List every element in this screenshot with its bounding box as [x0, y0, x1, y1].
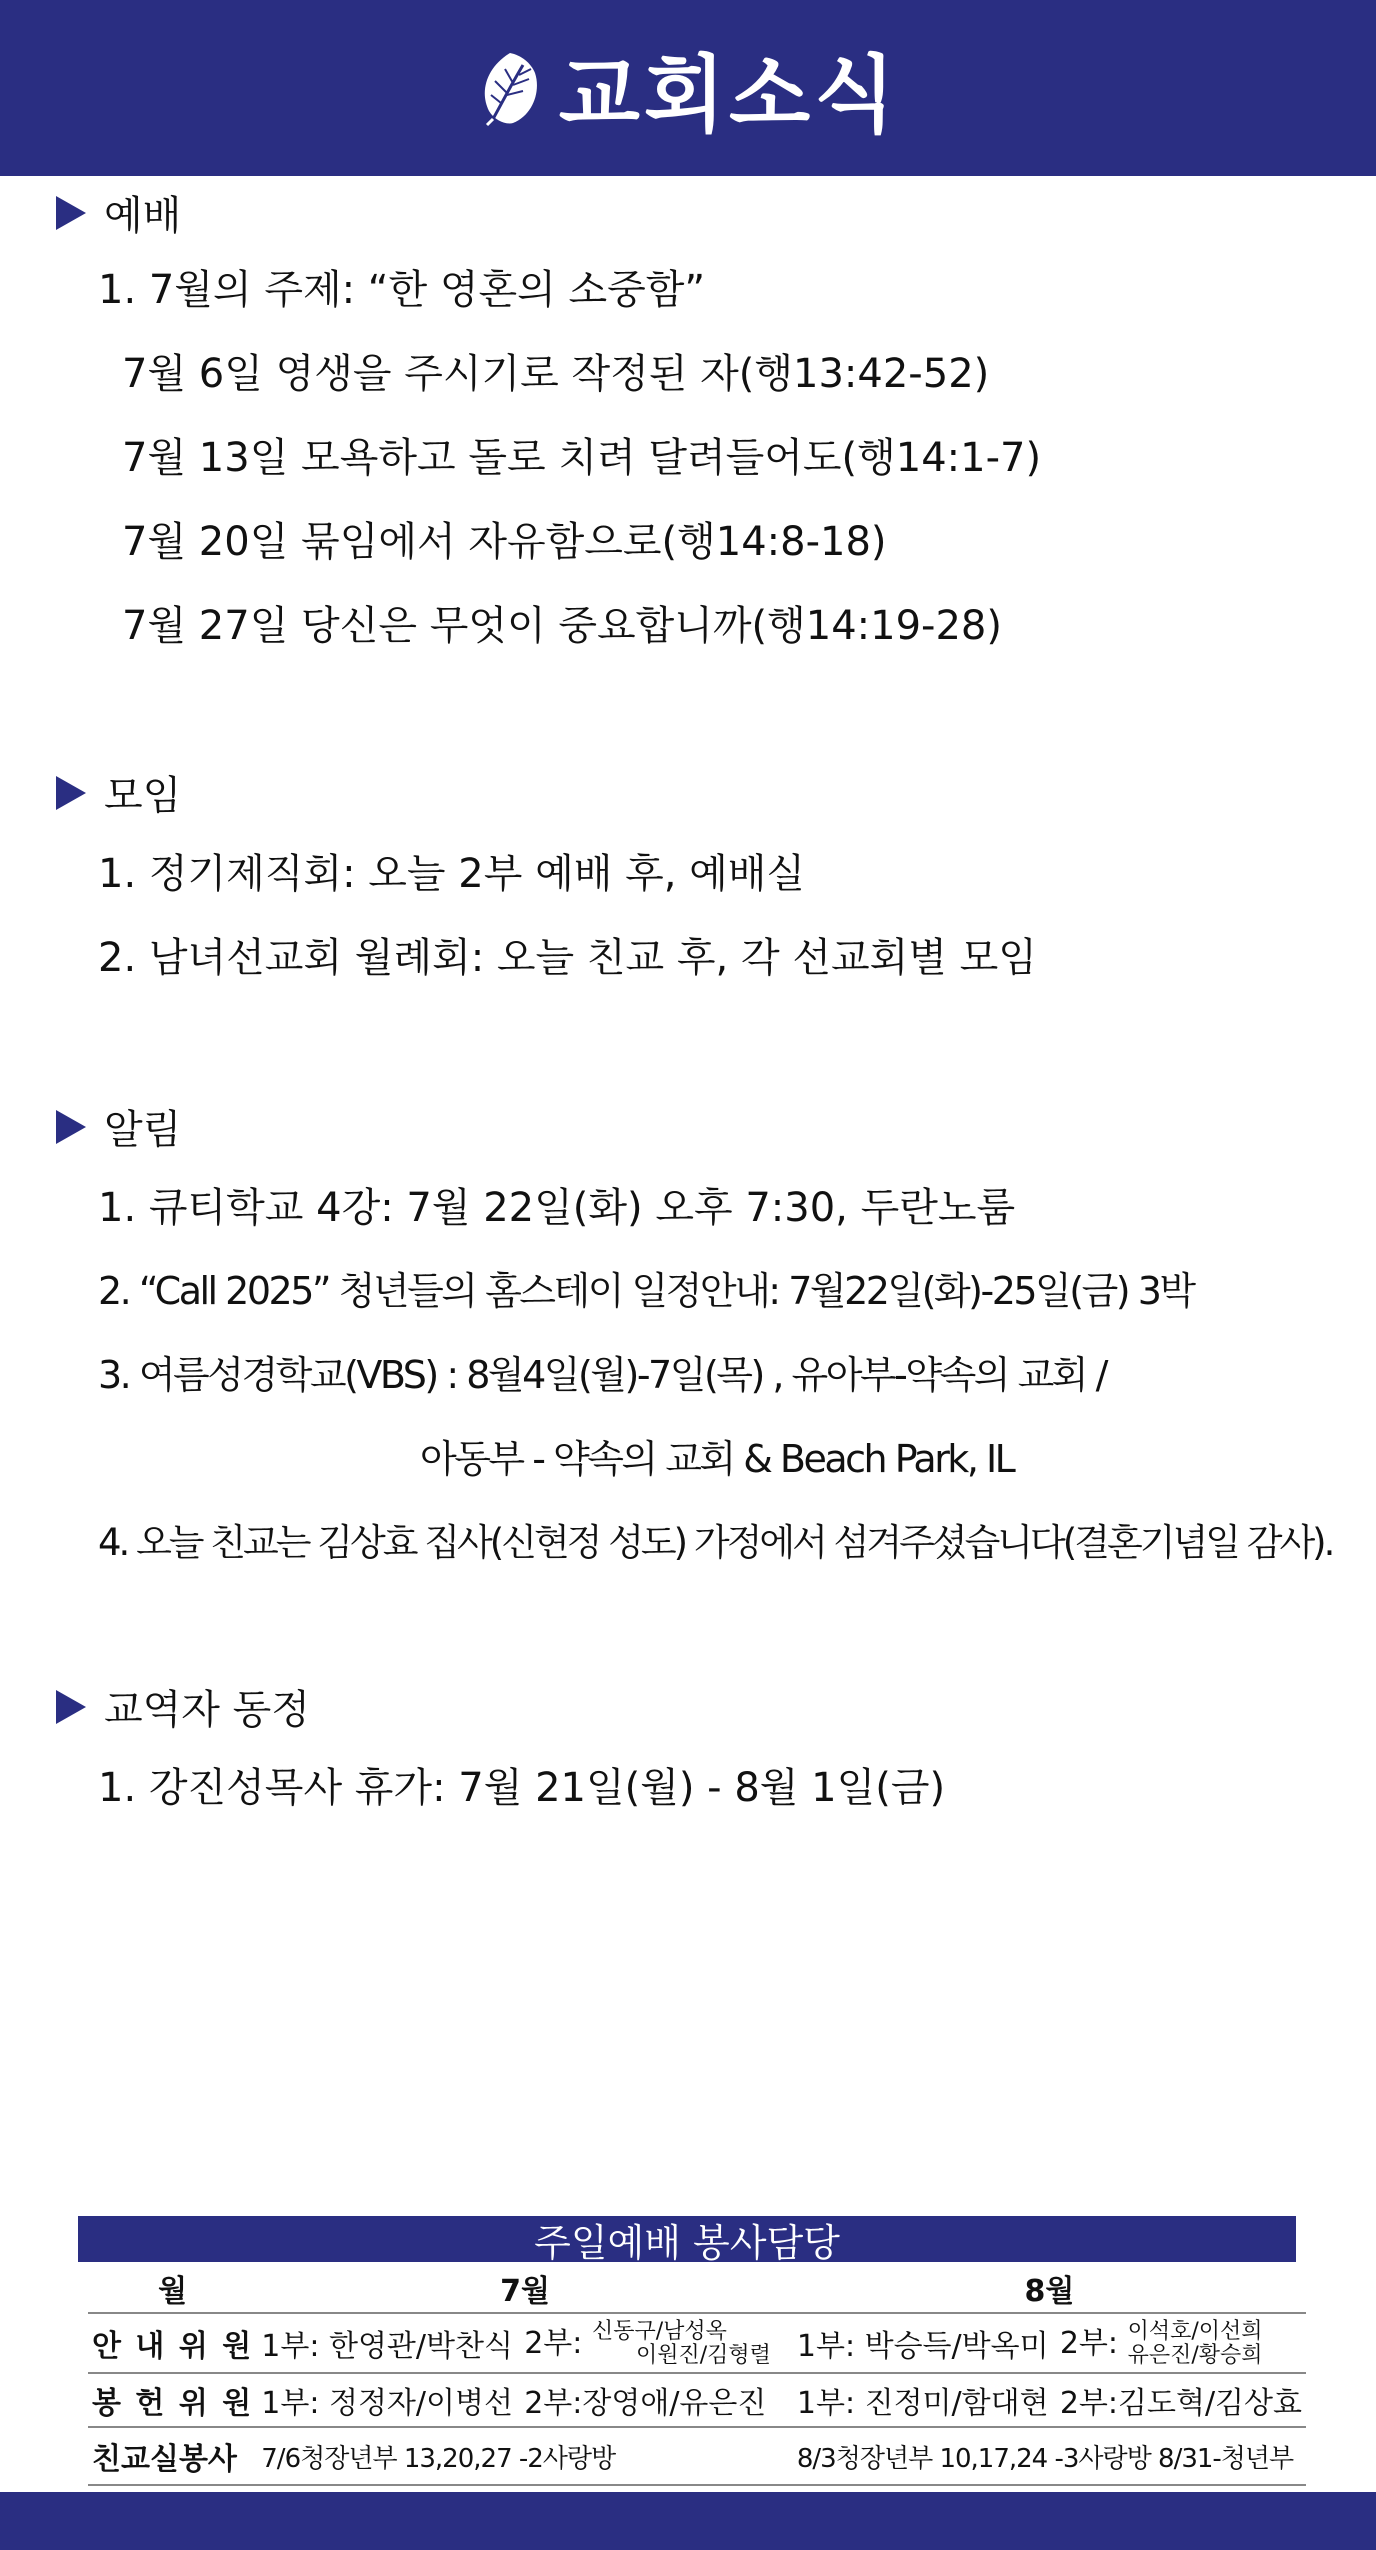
- section-title: 예배: [104, 193, 182, 239]
- august-first-cell: 1부: 진정미/함대현: [793, 2373, 1056, 2427]
- august-second-cell: 2부:김도혁/김상효: [1056, 2373, 1306, 2427]
- august-fellowship-cell: 8/3청장년부 10,17,24 -3사랑방 8/31-청년부: [793, 2427, 1306, 2485]
- triangle-bullet-icon: [56, 776, 86, 810]
- section-worship-heading: [56, 184, 181, 241]
- column-header-month: 월: [158, 2274, 188, 2309]
- august-second-names-line: 이석호/이선희: [1127, 2319, 1263, 2345]
- table-row: [88, 2313, 1306, 2373]
- july-first-cell: 1부: 정정자/이병선: [257, 2373, 520, 2427]
- section-meeting-heading: [56, 764, 181, 821]
- august-second-names: [1128, 2320, 1263, 2368]
- worship-item: 7월 27일 당신은 무엇이 중요합니까(행14:19-28): [122, 603, 1002, 649]
- leaf-icon: [477, 49, 543, 127]
- triangle-bullet-icon: [56, 196, 86, 230]
- notice-item: 1. 큐티학교 4강: 7월 22일(화) 오후 7:30, 두란노룸: [98, 1185, 1016, 1231]
- notice-item: 4. 오늘 친교는 김상효 집사(신현정 성도) 가정에서 섬겨주셨습니다(결혼기념일 감사).: [98, 1521, 1333, 1564]
- page-title: 교회소식: [558, 45, 900, 144]
- notice-item: 3. 여름성경학교(VBS) : 8월4일(월)-7일(목) , 유아부-약속의 교회 /: [98, 1353, 1106, 1397]
- header-bar: [0, 0, 1376, 176]
- triangle-bullet-icon: [56, 1110, 86, 1144]
- meeting-item: 2. 남녀선교회 월례회: 오늘 친교 후, 각 선교회별 모임: [98, 935, 1037, 981]
- worship-theme: 1. 7월의 주제: “한 영혼의 소중함”: [98, 267, 706, 313]
- table-header-row: [88, 2264, 1306, 2313]
- section-pastor-heading: [56, 1678, 310, 1735]
- july-fellowship-cell: 7/6청장년부 13,20,27 -2사랑방: [257, 2427, 793, 2485]
- july-second-names: [592, 2320, 771, 2368]
- section-title: 모임: [104, 773, 182, 819]
- role-cell: 친교실봉사: [88, 2427, 257, 2485]
- worship-item: 7월 6일 영생을 주시기로 작정된 자(행13:42-52): [122, 351, 990, 397]
- august-second-names-line: 유은진/황승희: [1127, 2343, 1263, 2369]
- july-second-prefix: 2부:: [524, 2325, 583, 2361]
- july-second-names-line: 신동구/남성옥: [591, 2319, 727, 2345]
- meeting-item: 1. 정기제직회: 오늘 2부 예배 후, 예배실: [98, 851, 806, 897]
- august-first-cell: 1부: 박승득/박옥미: [793, 2313, 1056, 2373]
- section-title: 알림: [104, 1107, 182, 1153]
- july-second-cell: [520, 2313, 793, 2373]
- august-second-prefix: 2부:: [1059, 2325, 1119, 2361]
- header-content: [0, 0, 1376, 176]
- service-table: [88, 2264, 1306, 2486]
- role-cell: 안 내 위 원: [88, 2313, 257, 2373]
- worship-item: 7월 13일 모욕하고 돌로 치려 달려들어도(행14:1-7): [122, 435, 1042, 481]
- section-notice-heading: [56, 1098, 181, 1155]
- july-second-names-line: 이원진/김형렬: [635, 2343, 771, 2369]
- pastor-item: 1. 강진성목사 휴가: 7월 21일(월) - 8월 1일(금): [98, 1765, 946, 1811]
- notice-item: 2. “Call 2025” 청년들의 홈스테이 일정안내: 7월22일(화)-25일(금) 3박: [98, 1269, 1194, 1313]
- table-row: [88, 2373, 1306, 2427]
- section-title: 교역자 동정: [104, 1687, 310, 1733]
- july-second-cell: 2부:장영애/유은진: [520, 2373, 793, 2427]
- role-cell: 봉 헌 위 원: [88, 2373, 257, 2427]
- august-second-cell: [1056, 2313, 1306, 2373]
- notice-item-continued: 아동부 - 약속의 교회 & Beach Park, IL: [420, 1437, 1014, 1481]
- column-header-july: 7월: [500, 2274, 550, 2309]
- triangle-bullet-icon: [56, 1690, 86, 1724]
- table-row: [88, 2427, 1306, 2485]
- july-first-cell: 1부: 한영관/박찬식: [257, 2313, 520, 2373]
- worship-item: 7월 20일 묶임에서 자유함으로(행14:8-18): [122, 519, 887, 565]
- service-table-title: 주일예배 봉사담당: [78, 2216, 1296, 2262]
- footer-bar: [0, 2492, 1376, 2550]
- column-header-august: 8월: [1024, 2274, 1075, 2309]
